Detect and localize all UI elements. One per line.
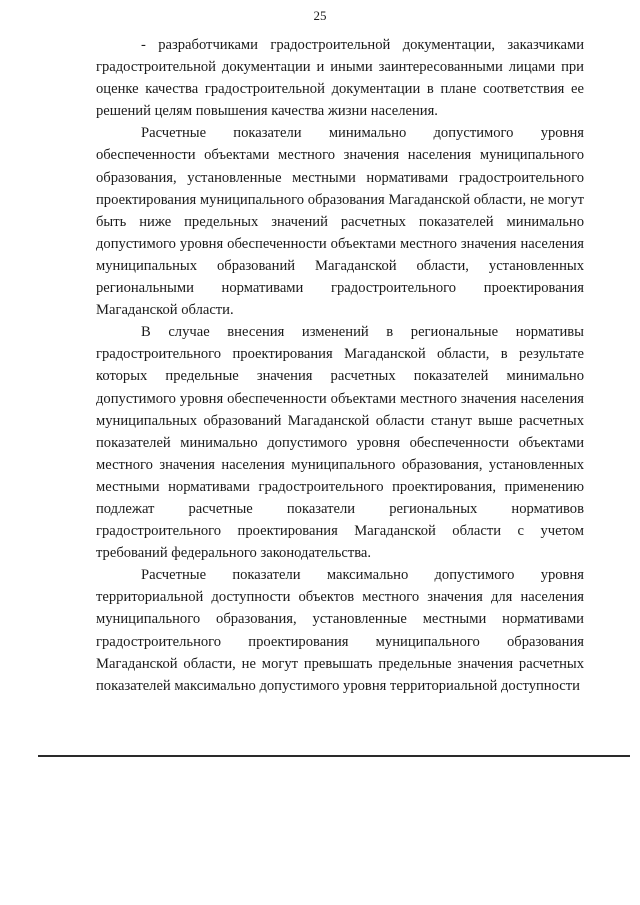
paragraph-regional-amendments: В случае внесения изменений в региональные нормативы градостроительного проектирования Магаданской области, в результате которых предельные значения расчетных показателей минимально допустимого уровня обеспеченности объектами местного значения населения муниципальных образований Магаданской области станут выше расчетных показателей минимально допустимого уровня обеспеченности объектами местного значения населения муниципального образования, установленных местными нормативами градостроительного проектирования, применению подлежат расчетные показатели региональных нормативов градостроительного проектирования Магаданской области с учетом требований федерального законодательства. [96,324,584,562]
page-number: 25 [313,8,327,23]
bottom-divider [38,755,630,757]
document-body [96,34,584,697]
paragraph-minimum-indicators: Расчетные показатели минимально допустимого уровня обеспеченности объектами местного значения населения муниципального образования, установленные местными нормативами градостроительного проектирования муниципального образования Магаданской области, не могут быть ниже предельных значений расчетных показателей минимально допустимого уровня обеспеченности объектами местного значения населения муниципальных образований Магаданской области, установленных региональными нормативами градостроительного проектирования Магаданской области. [96,125,584,319]
paragraph-bullet-developers: - разработчиками градостроительной документации, заказчиками градостроительной документации и иными заинтересованными лицами при оценке качества градостроительной документации в плане соответствия ее решений целям повышения качества жизни населения. [96,37,584,120]
paragraph-maximum-accessibility: Расчетные показатели максимально допустимого уровня территориальной доступности объектов местного значения для населения муниципального образования, установленные местными нормативами градостроительного проектирования муниципального образования Магаданской области, не могут превышать предельные значения расчетных показателей максимально допустимого уровня территориальной доступности [96,567,584,694]
